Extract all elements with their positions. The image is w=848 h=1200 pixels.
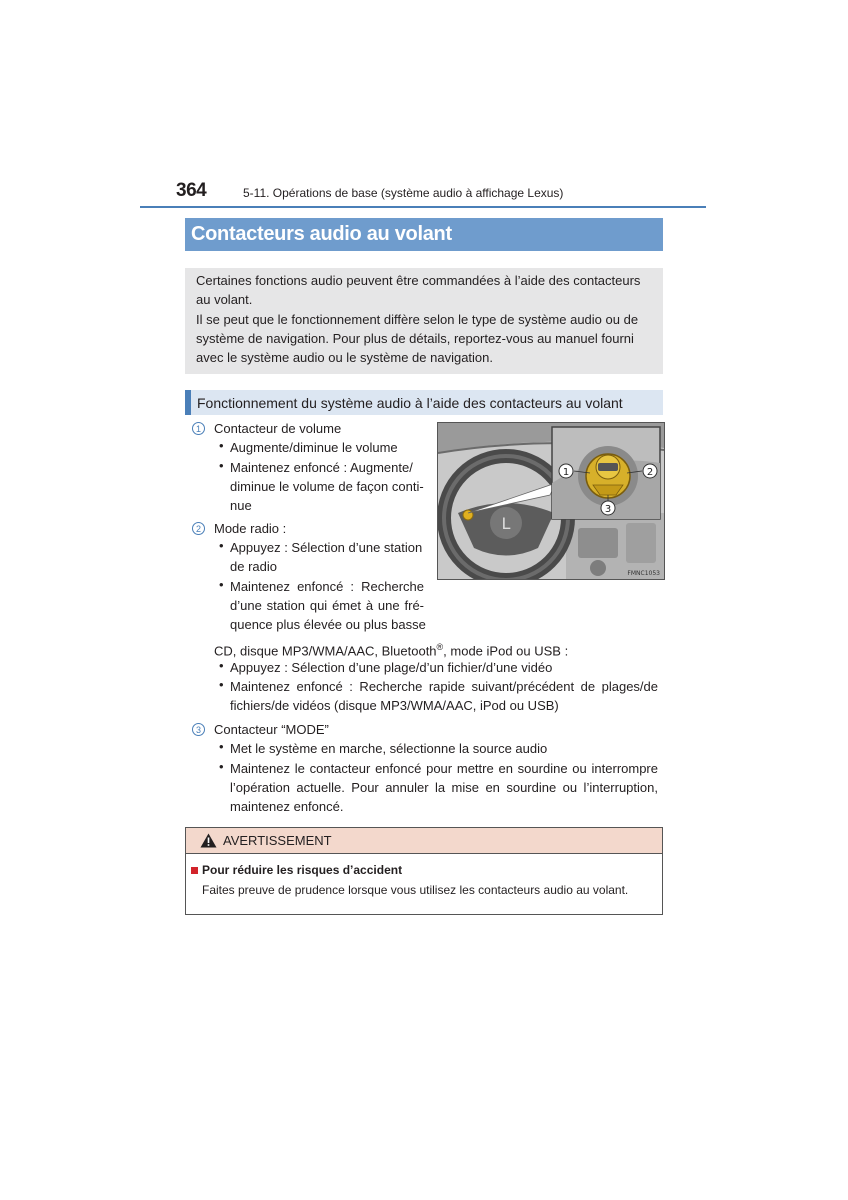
cd-mode-label-suffix: , mode iPod ou USB : — [443, 643, 569, 659]
intro-line: Il se peut que le fonctionnement diffère selon le type de système audio ou de — [196, 311, 639, 327]
section-title: Contacteurs audio au volant — [191, 223, 452, 245]
item-2-bullet-1-line: de radio — [230, 559, 277, 574]
warning-body — [185, 853, 663, 915]
dashboard-drawing — [438, 423, 664, 579]
intro-line: système de navigation. Pour plus de détails, reportez-vous au manuel fourni — [196, 330, 634, 346]
item-1-bullet-2-line: Maintenez enfoncé : Augmente/ — [230, 460, 413, 475]
intro-box — [185, 268, 663, 374]
item-3-bullet-2-line: maintenez enfoncé. — [230, 799, 344, 814]
bullet: • — [219, 677, 224, 692]
item-1-bullet-2-line: diminue le volume de façon conti- — [230, 479, 424, 494]
header-rule — [140, 206, 706, 208]
bullet: • — [219, 458, 224, 473]
bullet: • — [219, 759, 224, 774]
item-2-label: Mode radio : — [214, 521, 287, 536]
warning-heading: AVERTISSEMENT — [223, 833, 332, 848]
running-header: 5-11. Opérations de base (système audio à affichage Lexus) — [243, 186, 564, 200]
item-2-bullet-1-line: Appuyez : Sélection d’une station — [230, 540, 423, 555]
warning-header — [185, 827, 663, 854]
intro-line: avec le système audio ou le système de navigation. — [196, 350, 494, 366]
page-number: 364 — [176, 180, 207, 201]
warning-subheading: Pour réduire les risques d’accident — [202, 863, 403, 877]
item-3-bullet-1: Met le système en marche, sélectionne la source audio — [230, 741, 548, 756]
registered-mark: ® — [436, 642, 444, 652]
cd-bullet-2-line: fichiers/de vidéos (disque MP3/WMA/AAC, iPod ou USB) — [230, 698, 559, 713]
callout-number-1: 1 — [192, 422, 205, 435]
intro-line: Certaines fonctions audio peuvent être commandées à l’aide des contacteurs — [196, 273, 641, 288]
item-3-bullet-2-line: Maintenez le contacteur enfoncé pour mettre en sourdine ou interrompre — [230, 761, 658, 776]
intro-line: au volant. — [196, 292, 253, 308]
bullet: • — [219, 577, 224, 592]
warning-text: Faites preuve de prudence lorsque vous utilisez les contacteurs audio au volant. — [202, 883, 629, 897]
item-1-label: Contacteur de volume — [214, 421, 342, 436]
item-2-bullet-2-line: quence plus élevée ou plus basse — [230, 617, 426, 632]
callout-number-3: 3 — [192, 723, 205, 736]
cd-bullet-1: Appuyez : Sélection d’une plage/d’un fichier/d’une vidéo — [230, 660, 553, 675]
subsection-title: Fonctionnement du système audio à l’aide des contacteurs au volant — [197, 394, 623, 411]
bullet: • — [219, 438, 224, 453]
bullet: • — [219, 739, 224, 754]
item-3-bullet-2-line: l’opération actuelle. Pour annuler la mise en sourdine ou l’interruption, — [230, 780, 658, 795]
illustration-callout-1: 1 — [562, 467, 570, 478]
illustration-code: FMNC1053 — [627, 570, 660, 577]
bullet: • — [219, 658, 224, 673]
illustration-callout-2: 2 — [646, 467, 654, 478]
section-title-bar — [185, 218, 663, 251]
warning-triangle-icon — [200, 833, 217, 848]
cd-bullet-2-line: Maintenez enfoncé : Recherche rapide suivant/précédent de plages/de — [230, 679, 658, 694]
item-2-bullet-2-line: d’une station qui émet à une fré- — [230, 598, 424, 613]
item-2-bullet-2-line: Maintenez enfoncé : Recherche — [230, 579, 424, 594]
callout-number-2: 2 — [192, 522, 205, 535]
item-1-bullet-2-line: nue — [230, 498, 252, 513]
svg-text:L: L — [501, 514, 511, 533]
steering-wheel-illustration — [437, 422, 665, 580]
subsection-title-bar — [185, 390, 663, 415]
warning-marker-icon — [191, 867, 198, 874]
item-3-label: Contacteur “MODE” — [214, 722, 329, 737]
bullet: • — [219, 538, 224, 553]
cd-mode-label-text: CD, disque MP3/WMA/AAC, Bluetooth — [214, 643, 437, 659]
illustration-callout-3: 3 — [604, 504, 612, 515]
item-1-bullet-1: Augmente/diminue le volume — [230, 440, 398, 455]
